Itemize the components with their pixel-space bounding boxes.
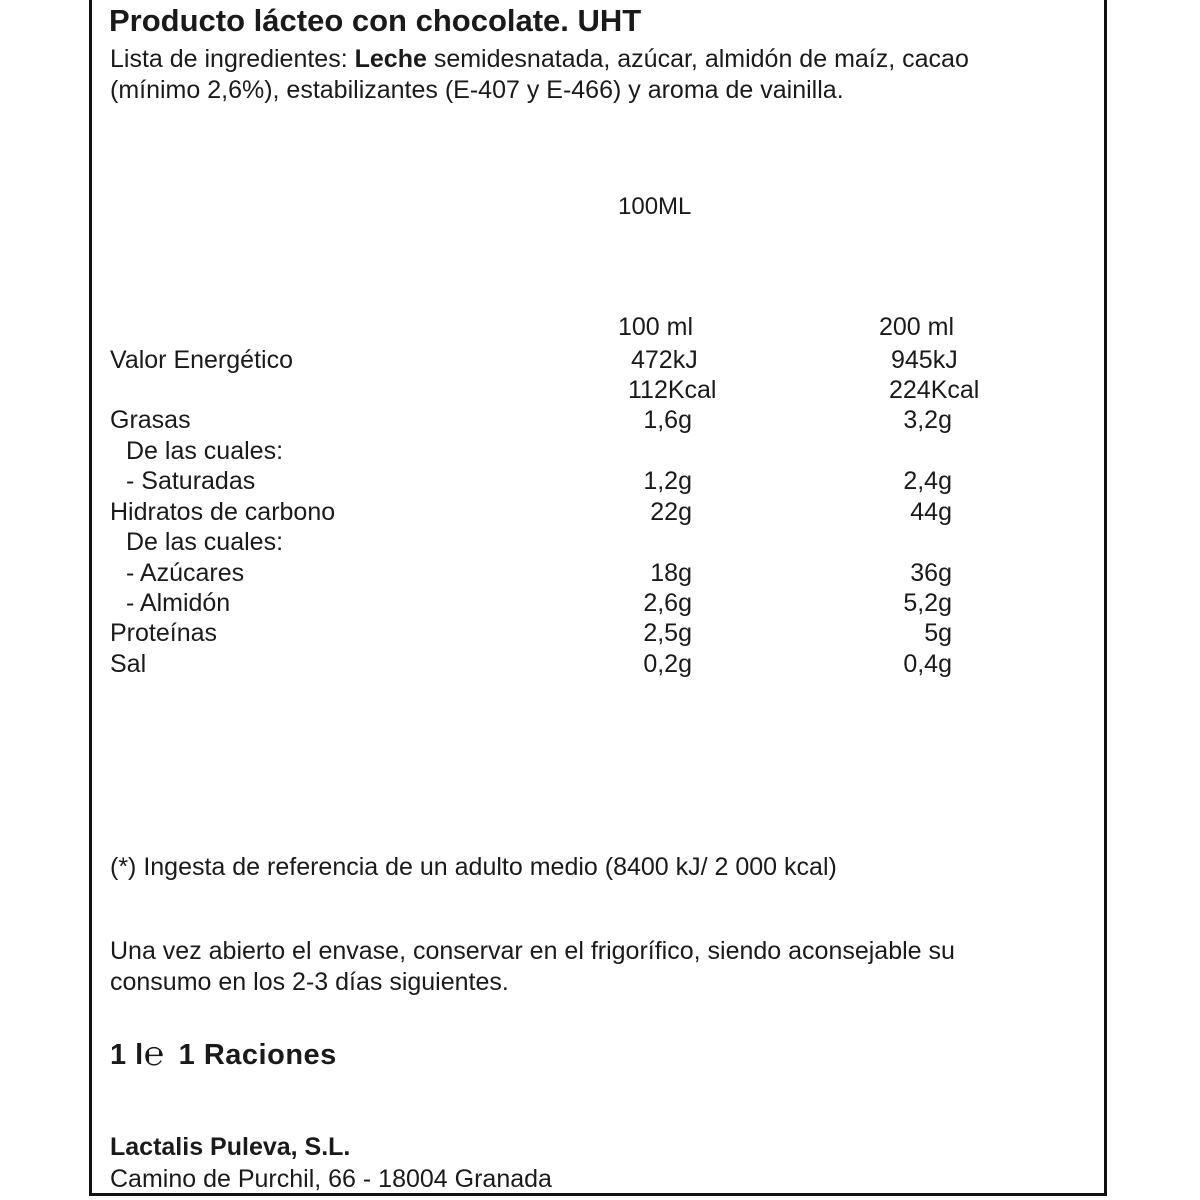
protein-100ml: 2,5g [643,619,692,647]
energy-kj-200ml: 945kJ [891,346,958,374]
starch-100ml: 2,6g [643,589,692,617]
energy-kj-100ml: 472kJ [631,346,698,374]
reference-intake-footnote: (*) Ingesta de referencia de un adulto medio (8400 kJ/ 2 000 kcal) [110,853,837,881]
fat-100ml: 1,6g [643,406,692,434]
ingredients-rest: semidesnatada, azúcar, almidón de maíz, cacao (mínimo 2,6%), estabilizantes (E-407 y E-466) y aroma de vainilla. [110,45,969,104]
salt-200ml: 0,4g [903,650,952,678]
nutrient-label-salt: Sal [110,650,147,678]
nutrient-label-saturates: - Saturadas [126,467,256,495]
starch-200ml: 5,2g [903,589,952,617]
ingredients-list [110,44,1050,106]
nutrient-label-of-which-2: De las cuales: [126,528,284,556]
nutrient-label-sugars: - Azúcares [126,559,245,587]
energy-kcal-100ml: 112Kcal [628,376,717,404]
nutrient-label-fat: Grasas [110,406,191,434]
column-header-100ml: 100 ml [618,313,694,341]
serving-heading: 100ML [618,193,692,220]
manufacturer-address: Camino de Purchil, 66 - 18004 Granada [110,1165,552,1193]
ingredients-allergen: Leche [354,45,427,73]
column-header-200ml: 200 ml [879,313,955,341]
nutrient-label-carbohydrate: Hidratos de carbono [110,498,336,526]
saturates-100ml: 1,2g [643,467,692,495]
product-title: Producto lácteo con chocolate. UHT [109,3,642,38]
energy-kcal-200ml: 224Kcal [889,376,980,404]
manufacturer-name: Lactalis Puleva, S.L. [110,1133,351,1161]
sugars-100ml: 18g [650,559,692,587]
ingredients-prefix: Lista de ingredientes: [110,45,355,73]
net-quantity [110,1033,337,1073]
nutrient-label-protein: Proteínas [110,619,218,647]
nutrient-label-of-which: De las cuales: [126,437,284,465]
salt-100ml: 0,2g [643,650,692,678]
net-volume: 1 l [110,1039,144,1071]
protein-200ml: 5g [924,619,952,647]
portions-count: 1 Raciones [178,1039,337,1071]
fat-200ml: 3,2g [903,406,952,434]
nutrient-label-energy: Valor Energético [110,346,293,374]
carbohydrate-100ml: 22g [650,498,692,526]
sugars-200ml: 36g [910,559,952,587]
carbohydrate-200ml: 44g [910,498,952,526]
estimated-sign-icon: ℮ [143,1034,165,1074]
storage-instructions: Una vez abierto el envase, conservar en el frigorífico, siendo aconsejable su consumo en los 2-3 días siguientes. [110,937,955,996]
saturates-200ml: 2,4g [903,467,952,495]
nutrient-label-starch: - Almidón [126,589,231,617]
